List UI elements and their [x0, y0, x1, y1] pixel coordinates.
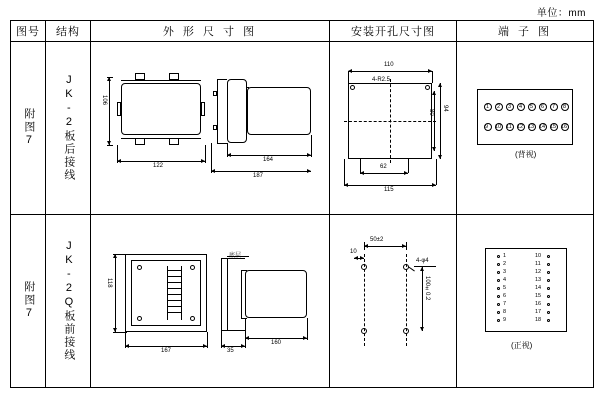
- terminal-num: 7: [552, 103, 556, 110]
- table-row: [11, 215, 594, 388]
- terminal-drawing-1: [457, 47, 593, 210]
- table-header-row: [11, 21, 594, 42]
- dim-100: 100±0.2: [424, 275, 430, 300]
- terminal-drawing-2: [457, 220, 593, 383]
- terminal-num: 17: [535, 308, 542, 315]
- dim-164: 164: [263, 156, 274, 163]
- cell-structure-2: [46, 215, 91, 388]
- cell-structure-1: [46, 42, 91, 215]
- terminal-num: 4: [503, 276, 507, 283]
- terminal-num: 8: [563, 103, 567, 110]
- cell-fig-no-1: [11, 42, 46, 215]
- terminal-num: 2: [497, 103, 501, 110]
- dim-106: 106: [101, 94, 107, 105]
- header-structure: 结构: [46, 21, 91, 42]
- terminal-num: 9: [485, 123, 489, 130]
- terminal-num: 15: [550, 123, 557, 130]
- terminal-num: 7: [503, 300, 507, 307]
- unit-note: 单位：mm: [536, 8, 586, 19]
- terminal-num: 16: [535, 300, 542, 307]
- terminal-num: 10: [535, 252, 542, 259]
- terminal-num: 13: [535, 276, 542, 283]
- dim-50: 50±2: [370, 236, 384, 243]
- cell-outline-1: [91, 42, 330, 215]
- dim-115: 115: [384, 186, 394, 193]
- terminal-num: 3: [503, 268, 507, 275]
- terminal-num: 2: [503, 260, 507, 267]
- header-hole: 安装开孔尺寸图: [330, 21, 457, 42]
- hole-drawing-2: [330, 220, 456, 383]
- table-row: [11, 42, 594, 215]
- header-fig-no: 图号: [11, 21, 46, 42]
- terminal-num: 9: [503, 316, 507, 323]
- terminal-num: 12: [517, 123, 524, 130]
- dim-35: 35: [227, 347, 234, 354]
- dim-160: 160: [271, 339, 282, 346]
- terminal-num: 5: [530, 103, 534, 110]
- terminal-num: 4: [519, 103, 523, 110]
- terminal-num: 1: [503, 252, 507, 259]
- terminal-num: 15: [535, 292, 542, 299]
- terminal-view-label-1: (背视): [515, 149, 537, 159]
- dim-4-phi4: 4-φ4: [416, 257, 429, 264]
- terminal-num: 18: [535, 316, 542, 323]
- terminal-num: 13: [528, 123, 535, 130]
- terminal-view-label-2: (正视): [511, 340, 533, 350]
- cell-outline-2: [91, 215, 330, 388]
- cell-terminal-1: [457, 42, 594, 215]
- dim-94: 94: [442, 104, 448, 112]
- terminal-num: 1: [486, 103, 490, 110]
- terminal-num: 11: [506, 123, 512, 130]
- dim-122: 122: [153, 162, 164, 169]
- spec-table: [10, 20, 594, 388]
- panel-label: [229, 250, 241, 259]
- terminal-num: 3: [508, 103, 512, 110]
- terminal-num: 6: [541, 103, 545, 110]
- dim-187: 187: [253, 172, 264, 179]
- terminal-num: 11: [535, 260, 541, 267]
- header-outline: 外 形 尺 寸 图: [91, 21, 330, 42]
- fig-no-text-1: 附图7: [22, 108, 35, 148]
- fig-no-text-2: 附图7: [22, 281, 35, 321]
- dim-10: 10: [350, 248, 357, 255]
- dim-80: 80: [428, 108, 434, 116]
- header-terminal: 端 子 图: [457, 21, 594, 42]
- dim-62: 62: [380, 163, 387, 170]
- structure-text-2: JK-2Q板前接线: [62, 240, 75, 362]
- terminal-num: 16: [561, 123, 568, 130]
- dim-110: 110: [384, 61, 394, 68]
- terminal-num: 10: [495, 123, 502, 130]
- terminal-num: 5: [503, 284, 507, 291]
- structure-text-1: JK-2板后接线: [62, 74, 75, 182]
- terminal-num: 12: [535, 268, 542, 275]
- terminal-num: 8: [503, 308, 507, 315]
- dim-118: 118: [106, 277, 112, 288]
- terminal-num: 6: [503, 292, 507, 299]
- outline-drawing-1: [91, 47, 329, 210]
- hole-drawing-1: [330, 47, 456, 210]
- terminal-num: 14: [539, 123, 546, 130]
- cell-hole-1: [330, 42, 457, 215]
- cell-terminal-2: [457, 215, 594, 388]
- dim-4-r25: 4-R2.5: [372, 76, 391, 83]
- terminal-num: 14: [535, 284, 542, 291]
- outline-drawing-2: [91, 220, 329, 383]
- dim-167: 167: [161, 347, 172, 354]
- cell-hole-2: [330, 215, 457, 388]
- cell-fig-no-2: [11, 215, 46, 388]
